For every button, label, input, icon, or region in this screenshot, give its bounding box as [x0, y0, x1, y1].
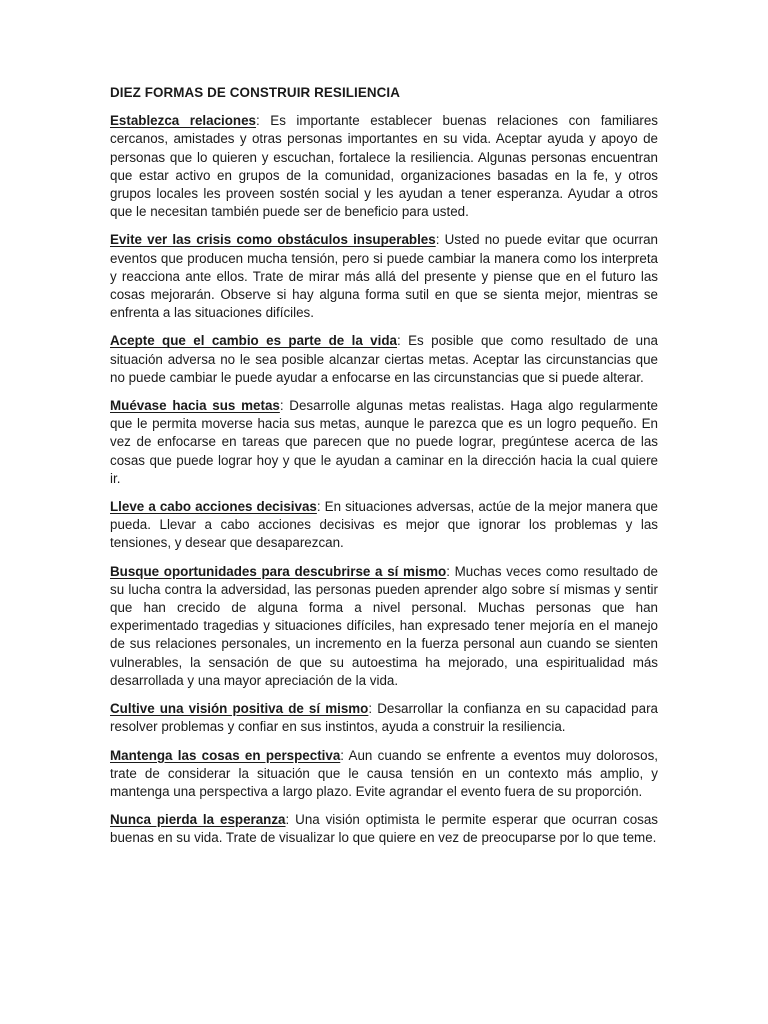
section-heading: Establezca relaciones — [110, 113, 257, 129]
section-crisis — [110, 231, 658, 322]
section-acciones — [110, 498, 658, 553]
section-text: : Muchas veces como resultado de su lucha contra la adversidad, las personas pueden aprender algo sobre sí mismas y sentir que han crecido de alguna forma a nivel personal. Muchas personas que han experimentado tragedias y situaciones difíciles, han expresado tener mejoría en el manejo de sus relaciones personales, un incremento en la fuerza personal aun cuando se sienten vulnerables, la sensación de que su autoestima ha mejorado, una espiritualidad más desarrollada y una mayor apreciación de la vida. — [110, 563, 658, 688]
section-text: : Usted no puede evitar que ocurran eventos que producen mucha tensión, pero si puede cambiar la manera como los interpreta y reacciona ante ellos. Trate de mirar más allá del presente y piense que en el futuro las cosas mejorarán. Observe si hay alguna forma sutil en que se sienta mejor, mientras se enfrenta a las situaciones difíciles. — [110, 232, 658, 321]
section-text: : Desarrollar la confianza en su capacidad para resolver problemas y confiar en sus instintos, ayuda a construir la resiliencia. — [110, 701, 658, 735]
section-oportunidades — [110, 563, 658, 690]
section-cambio — [110, 332, 658, 387]
section-text: : Es importante establecer buenas relaciones con familiares cercanos, amistades y otras personas importantes en su vida. Aceptar ayuda y apoyo de personas que lo quieren y escuchan, fortalece la resiliencia. Algunas personas encuentran que estar activo en grupos de la comunidad, organizaciones basadas en la fe, y otros grupos locales les proveen sostén social y les ayudan a tener esperanza. Ayudar a otros que le necesitan también puede ser de beneficio para usted. — [110, 113, 658, 220]
section-heading: Lleve a cabo acciones decisivas — [110, 499, 317, 515]
section-heading: Mantenga las cosas en perspectiva — [110, 747, 341, 763]
document-page — [110, 84, 658, 858]
section-text: : Aun cuando se enfrente a eventos muy dolorosos, trate de considerar la situación que le causa tensión en un contexto más amplio, y mantenga una perspectiva a largo plazo. Evite agrandar el evento fuera de su proporción. — [110, 747, 658, 799]
section-text: : Una visión optimista le permite esperar que ocurran cosas buenas en su vida. Trate de visualizar lo que quiere en vez de preocuparse por lo que teme. — [110, 812, 658, 846]
section-heading: Nunca pierda la esperanza — [110, 812, 286, 828]
section-text: : Es posible que como resultado de una situación adversa no le sea posible alcanzar ciertas metas. Aceptar las circunstancias que no puede cambiar le puede ayudar a enfocarse en las circunstancias que si puede alterar. — [110, 333, 659, 385]
section-metas — [110, 397, 658, 488]
section-heading: Busque oportunidades para descubrirse a sí mismo — [110, 563, 447, 579]
section-relaciones — [110, 112, 658, 221]
section-text: : Desarrolle algunas metas realistas. Haga algo regularmente que le permita moverse hacia sus metas, aunque le parezca que es un logro pequeño. En vez de enfocarse en tareas que parecen que no puede lograr, pregúntese acerca de las cosas que puede lograr hoy y que le ayudan a caminar en la dirección hacia la cual quiere ir. — [110, 398, 658, 486]
document-title: DIEZ FORMAS DE CONSTRUIR RESILIENCIA — [110, 85, 401, 100]
section-text: : En situaciones adversas, actúe de la mejor manera que pueda. Llevar a cabo acciones decisivas es mejor que ignorar los problemas y las tensiones, y desear que desaparezcan. — [110, 499, 658, 551]
section-heading: Evite ver las crisis como obstáculos insuperables — [110, 232, 436, 248]
section-perspectiva — [110, 747, 658, 802]
section-heading: Muévase hacia sus metas — [110, 398, 280, 414]
section-heading: Acepte que el cambio es parte de la vida — [110, 333, 397, 349]
section-vision-positiva — [110, 700, 658, 736]
section-esperanza — [110, 811, 658, 847]
section-heading: Cultive una visión positiva de sí mismo — [110, 701, 369, 717]
